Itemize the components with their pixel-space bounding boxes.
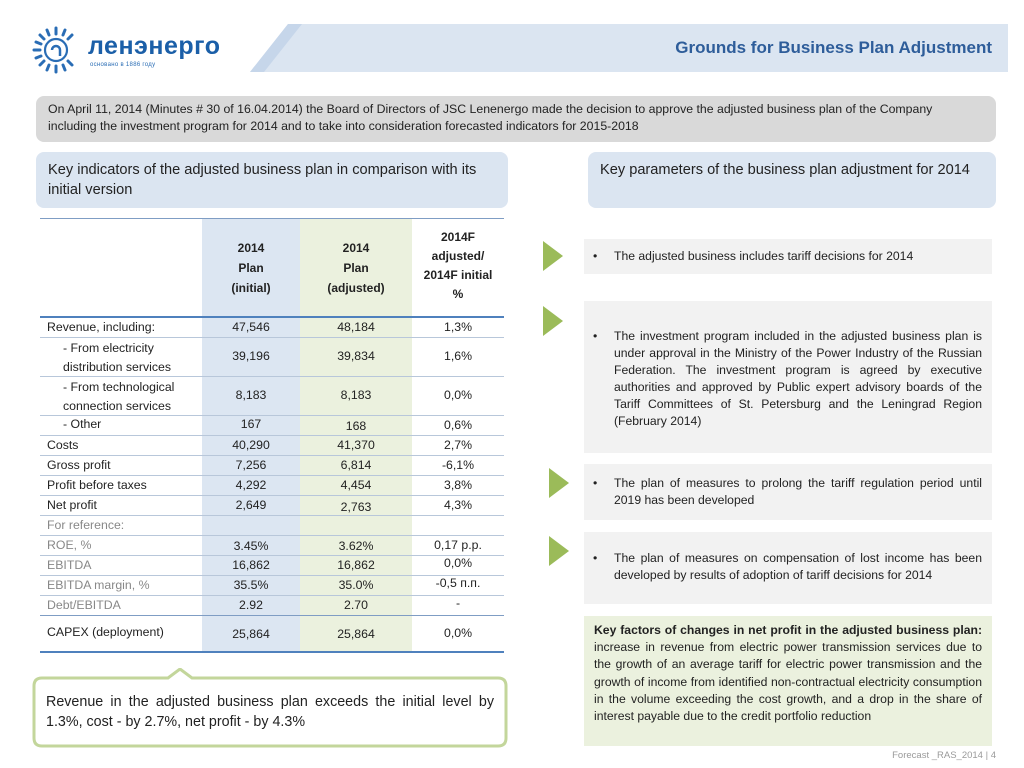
row-label: CAPEX (deployment) (47, 625, 164, 639)
bullet: • (593, 249, 598, 263)
title-bar (250, 24, 1008, 72)
header-initial-plan (202, 238, 300, 298)
row-change-value: - (455, 596, 461, 610)
header-change-line1: 2014F (440, 230, 476, 244)
row-change-value: 0,0% (443, 626, 473, 640)
row-initial-value: 4,292 (235, 478, 267, 492)
row-initial-value: 35.5% (233, 578, 269, 592)
table-row (40, 338, 504, 377)
key-parameter-item (584, 239, 992, 274)
table-top-rule (40, 218, 504, 219)
row-initial-value: 39,196 (232, 349, 270, 363)
row-change-value: 0,6% (443, 418, 473, 432)
row-adjusted-value: 3.62% (338, 539, 374, 553)
row-change-value: 1,3% (443, 320, 473, 334)
company-logo (30, 22, 221, 82)
arrow-right-icon (549, 536, 569, 566)
row-initial-value: 7,256 (235, 458, 267, 472)
net-profit-factors-box (584, 616, 992, 746)
table-row (40, 596, 504, 616)
bullet: • (593, 551, 598, 565)
row-adjusted-value: 2.70 (344, 598, 368, 612)
header-initial-line1: 2014 (237, 241, 265, 255)
summary-callout-text: Revenue in the adjusted business plan exceeds the initial level by 1.3%, cost - by 2.7%, net profit - by 4.3% (46, 694, 494, 730)
row-adjusted-value: 39,834 (337, 349, 375, 363)
row-initial-value: 2.92 (239, 598, 263, 612)
header-adjusted-line2: Plan (343, 261, 369, 275)
header-change-line4: % (452, 287, 464, 301)
table-row (40, 436, 504, 456)
key-parameter-text: The investment program included in the adjusted business plan is under approval in the Ministry of the Power Industry of the Russian Federation. The investment program is agreed by executive authorities and approved by Public expert advisory boards of the Tariff Committees of St. Petersburg and the Leningrad Region (February 2014) (614, 329, 982, 428)
row-label: - Other (63, 417, 102, 431)
row-label: - From technological connection services (63, 380, 175, 413)
footer-page-label: Forecast _RAS_2014 | 4 (892, 750, 996, 761)
row-change-value: 0,0% (443, 556, 473, 570)
row-label: Profit before taxes (47, 478, 147, 492)
row-change-value: 0,17 p.p. (434, 538, 482, 552)
key-parameter-item (584, 532, 992, 604)
intro-statement: On April 11, 2014 (Minutes # 30 of 16.04.2014) the Board of Directors of JSC Lenenergo made the decision to approve the adjusted business plan of the Company including the investment program for 2014 and to take into consideration forecasted indicators for 2015-2018 (36, 96, 996, 142)
row-label: - From electricity distribution services (63, 341, 171, 374)
table-row (40, 318, 504, 338)
row-adjusted-value: 2,763 (340, 500, 372, 514)
table-row (40, 556, 504, 576)
row-adjusted-value: 8,183 (340, 388, 372, 402)
row-label: Gross profit (47, 458, 111, 472)
row-adjusted-value: 16,862 (337, 558, 375, 572)
table-row (40, 377, 504, 416)
key-parameter-item (584, 301, 992, 453)
row-initial-value: 167 (240, 417, 262, 431)
row-label: For reference: (47, 518, 125, 532)
row-initial-value: 8,183 (235, 388, 267, 402)
row-adjusted-value: 41,370 (337, 438, 375, 452)
header-adjusted-plan (300, 238, 412, 298)
row-label: Net profit (47, 498, 97, 512)
key-parameter-item (584, 464, 992, 520)
row-label: EBITDA (47, 558, 92, 572)
row-initial-value: 25,864 (232, 627, 270, 641)
header-adjusted-line3: (adjusted) (327, 281, 385, 295)
row-change-value: 4,3% (443, 498, 473, 512)
row-initial-value: 2,649 (235, 498, 267, 512)
table-row (40, 616, 504, 651)
logo-emblem-icon (30, 22, 90, 82)
key-parameter-text: The plan of measures to prolong the tariff regulation period until 2019 has been developed (614, 476, 982, 507)
row-label: Costs (47, 438, 79, 452)
row-adjusted-value: 25,864 (337, 627, 375, 641)
row-initial-value: 47,546 (232, 320, 270, 334)
row-change-value: 1,6% (443, 349, 473, 363)
factors-text: increase in revenue from electric power transmission services due to the growth of an average tariff for electric power transmission and the growth of income from identified non-contractual electricity consumption in the volume exceeding the cost growth, and a drop in the share of interest payable due to the credit portfolio reduction (594, 640, 982, 724)
table-row (40, 416, 504, 436)
key-parameter-text: The adjusted business includes tariff decisions for 2014 (614, 249, 914, 263)
row-initial-value: 16,862 (232, 558, 270, 572)
row-change-value: 3,8% (443, 478, 473, 492)
table-bottom-rule (40, 651, 504, 653)
bullet: • (593, 476, 598, 490)
row-label: Revenue, including: (47, 320, 156, 334)
bullet: • (593, 329, 598, 343)
right-section-title: Key parameters of the business plan adjustment for 2014 (588, 152, 996, 208)
header-change-line3: 2014F initial (423, 268, 493, 282)
header-change-line2: adjusted/ (431, 249, 485, 263)
page-title: Grounds for Business Plan Adjustment (675, 38, 992, 57)
indicators-table (40, 218, 504, 654)
row-adjusted-value: 168 (345, 419, 367, 433)
left-section-title: Key indicators of the adjusted business plan in comparison with its initial version (36, 152, 508, 208)
row-adjusted-value: 4,454 (340, 478, 372, 492)
table-row (40, 576, 504, 596)
table-row (40, 476, 504, 496)
row-adjusted-value: 35.0% (338, 578, 374, 592)
row-initial-value: 3.45% (233, 539, 269, 553)
arrow-right-icon (543, 241, 563, 271)
table-row (40, 496, 504, 516)
header-adjusted-line1: 2014 (342, 241, 370, 255)
header-initial-line2: Plan (238, 261, 264, 275)
row-change-value: -0,5 п.п. (435, 576, 481, 590)
factors-title: Key factors of changes in net profit in the adjusted business plan: (594, 623, 982, 637)
arrow-right-icon (549, 468, 569, 498)
row-label: ROE, % (47, 538, 92, 552)
table-row (40, 536, 504, 556)
table-row (40, 456, 504, 476)
logo-wordmark: ленэнерго (88, 32, 221, 60)
key-parameter-text: The plan of measures on compensation of lost income has been developed by results of adoption of tariff decisions for 2014 (614, 551, 982, 582)
row-change-value: -6,1% (441, 458, 475, 472)
logo-tagline: основано в 1886 году (90, 62, 156, 68)
table-row (40, 516, 504, 536)
row-adjusted-value: 6,814 (340, 458, 372, 472)
arrow-right-icon (543, 306, 563, 336)
row-label: Debt/EBITDA (47, 598, 121, 612)
row-change-value: 0,0% (443, 388, 473, 402)
row-adjusted-value: 48,184 (337, 320, 375, 334)
row-label: EBITDA margin, % (47, 578, 150, 592)
row-initial-value: 40,290 (232, 438, 270, 452)
row-change-value: 2,7% (443, 438, 473, 452)
header-initial-line3: (initial) (231, 281, 271, 295)
header-change-percent (412, 228, 504, 304)
